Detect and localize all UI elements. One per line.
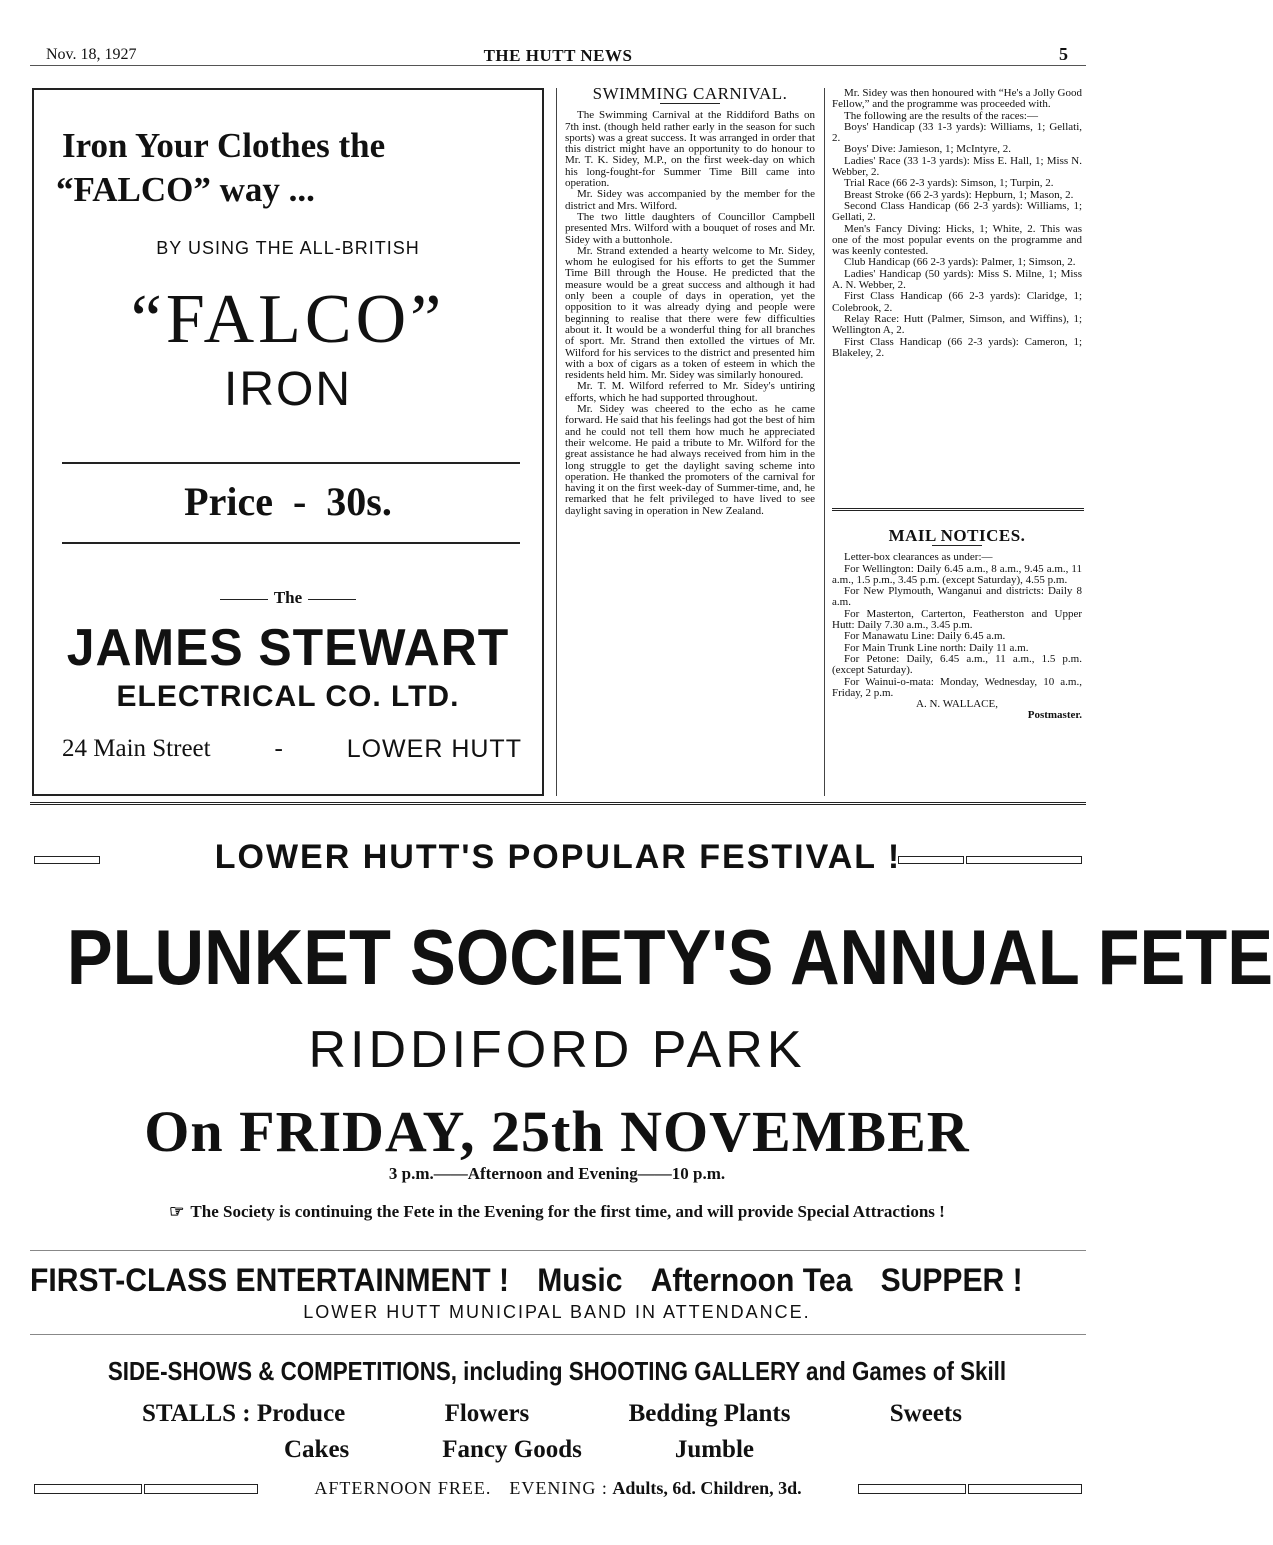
mail-notices bbox=[832, 526, 1082, 722]
stall-item: Jumble bbox=[674, 1436, 754, 1463]
festival-title: LOWER HUTT'S POPULAR FESTIVAL ! bbox=[214, 838, 902, 876]
stalls-row-2 bbox=[284, 1436, 754, 1464]
issue-date: Nov. 18, 1927 bbox=[46, 46, 137, 63]
stall-item: Fancy Goods bbox=[442, 1436, 582, 1463]
mail-paragraph: For Masterton, Carterton, Featherston and Upper Hutt: Daily 7.30 a.m., 3.45 p.m. bbox=[832, 607, 1082, 632]
mail-heading: MAIL NOTICES. bbox=[888, 526, 1026, 545]
stalls-row-1 bbox=[142, 1400, 962, 1428]
results-paragraph: Breast Stroke (66 2-3 yards): Hepburn, 1; Mason, 2. bbox=[844, 188, 1074, 201]
swimming-carnival-article bbox=[565, 84, 815, 517]
sideshows-line: SIDE-SHOWS & COMPETITIONS, including SHOOTING GALLERY and Games of Skill bbox=[107, 1356, 1007, 1386]
column-divider bbox=[556, 88, 557, 796]
band-notice: LOWER HUTT MUNICIPAL BAND IN ATTENDANCE. bbox=[303, 1302, 811, 1322]
admission-evening-prices: Adults, 6d. Children, 3d. bbox=[612, 1478, 802, 1498]
fete-hours: 3 p.m.——Afternoon and Evening——10 p.m. bbox=[388, 1164, 726, 1183]
section-divider bbox=[30, 1250, 1086, 1251]
entertainment-row bbox=[30, 1262, 1023, 1299]
column-divider bbox=[824, 88, 825, 796]
admission-afternoon: AFTERNOON FREE. bbox=[314, 1478, 492, 1498]
falco-street: 24 Main Street bbox=[62, 735, 211, 762]
decorative-bar bbox=[968, 1484, 1082, 1494]
falco-company-name: JAMES STEWART bbox=[66, 619, 510, 677]
falco-address bbox=[62, 735, 522, 764]
mail-signature-title: Postmaster. bbox=[1027, 709, 1082, 722]
mail-paragraph: For Manawatu Line: Daily 6.45 a.m. bbox=[844, 630, 1006, 643]
fete-date: On FRIDAY, 25th NOVEMBER bbox=[144, 1099, 970, 1164]
entertainment-item: SUPPER ! bbox=[880, 1262, 1023, 1298]
entertainment-item: Music bbox=[537, 1262, 623, 1298]
section-divider bbox=[832, 508, 1084, 511]
article-paragraph: Mr. T. M. Wilford referred to Mr. Sidey's untiring efforts, which he had supported throughout. bbox=[565, 380, 815, 404]
article-paragraph: The Swimming Carnival at the Riddiford Baths on 7th inst. (though held rather early in the season for such sports) was a great success. It was arranged in order that this district might have an opportunity to do honour to Mr. T. K. Sidey, M.P., on the first week-day on which his long-fought-for Summer Time Bill came into operation. bbox=[565, 109, 815, 190]
decorative-bar bbox=[144, 1484, 258, 1494]
stall-item: Bedding Plants bbox=[628, 1400, 791, 1427]
stall-item: Sweets bbox=[889, 1400, 962, 1427]
article-paragraph: Mr. Sidey was accompanied by the member for the district and Mrs. Wilford. bbox=[565, 188, 815, 212]
fete-title: PLUNKET SOCIETY'S ANNUAL FETE bbox=[66, 913, 1273, 1001]
decorative-bar bbox=[34, 1484, 142, 1494]
results-paragraph: The following are the results of the races:— bbox=[844, 109, 1038, 122]
results-paragraph: Mr. Sidey was then honoured with “He's a Jolly Good Fellow,” and the programme was proceeded with. bbox=[832, 87, 1082, 111]
falco-town: LOWER HUTT bbox=[346, 735, 522, 763]
falco-divider-1 bbox=[62, 462, 520, 464]
admission-line bbox=[30, 1478, 1086, 1502]
falco-product: IRON bbox=[224, 363, 352, 416]
decorative-bar bbox=[898, 856, 964, 864]
newspaper-title: THE HUTT NEWS bbox=[483, 46, 633, 65]
mail-paragraph: For Wellington: Daily 6.45 a.m., 8 a.m., 9.45 a.m., 11 a.m., 1.5 p.m., 3.45 p.m. (except Saturday), 4.55 p.m. bbox=[832, 562, 1082, 586]
article-heading: SWIMMING CARNIVAL. bbox=[592, 84, 788, 103]
page-number: 5 bbox=[1059, 44, 1068, 64]
falco-headline-2: “FALCO” way ... bbox=[56, 170, 315, 209]
results-paragraph: Boys' Handicap (33 1-3 yards): Williams, 1; Gellati, 2. bbox=[832, 120, 1082, 145]
falco-iron-advertisement bbox=[32, 88, 544, 796]
article-paragraph: Mr. Strand extended a hearty welcome to Mr. Sidey, whom he eulogised for his efforts to get the Summer Time Bill through the House. He predicted that the measure would be a great success and although it had only been a couple of days in operation, yet the opposition to it was already dying and people were beginning to realise that there were few difficulties about it. It would be a wonderful thing for all branches of sport. Mr. Strand then extolled the virtues of Mr. Wilford for his services to the district and presented him with a box of cigars as a token of esteem in which the residents held him. Mr. Sidey was similarly honoured. bbox=[565, 244, 815, 382]
decorative-bar bbox=[34, 856, 100, 864]
falco-company-subtitle: ELECTRICAL CO. LTD. bbox=[116, 680, 460, 713]
results-paragraph: Ladies' Handicap (50 yards): Miss S. Milne, 1; Miss A. N. Webber, 2. bbox=[832, 267, 1082, 292]
admission-evening-label: EVENING : bbox=[509, 1478, 608, 1498]
results-paragraph: Ladies' Race (33 1-3 yards): Miss E. Hall, 1; Miss N. Webber, 2. bbox=[832, 154, 1082, 179]
festival-banner bbox=[30, 838, 1086, 878]
heading-rule bbox=[660, 103, 720, 104]
decorative-bar bbox=[966, 856, 1082, 864]
entertainment-item: Afternoon Tea bbox=[650, 1262, 853, 1298]
stall-item: Cakes bbox=[284, 1436, 350, 1463]
falco-headline-1: Iron Your Clothes the bbox=[62, 126, 386, 165]
heading-rule bbox=[932, 545, 982, 546]
entertainment-item: FIRST-CLASS ENTERTAINMENT ! bbox=[30, 1262, 510, 1298]
section-divider bbox=[30, 1334, 1086, 1335]
falco-address-dash: - bbox=[274, 735, 283, 762]
article-paragraph: Mr. Sidey was cheered to the echo as he came forward. He said that his feelings had got the best of him and he could not tell them how much he appreciated their welcome. He paid a tribute to Mr. Wilford for the great assistance he had always received from him in the long struggle to get the daylight saving scheme into operation. He thanked the promoters of the carnival for having it on the first week-day of Summer-time, and, he remarked that he felt privileged to have lived to see daylight saving in operation in New Zealand. bbox=[565, 403, 815, 517]
masthead bbox=[30, 44, 1086, 66]
mail-paragraph: Letter-box clearances as under:— bbox=[844, 551, 993, 564]
results-paragraph: First Class Handicap (66 2-3 yards): Claridge, 1; Colebrook, 2. bbox=[832, 290, 1082, 314]
fete-notice-text: The Society is continuing the Fete in the Evening for the first time, and will provide Special Attractions ! bbox=[190, 1202, 945, 1221]
results-paragraph: Boys' Dive: Jamieson, 1; McIntyre, 2. bbox=[844, 143, 1011, 156]
results-paragraph: First Class Handicap (66 2-3 yards): Cameron, 1; Blakeley, 2. bbox=[832, 335, 1082, 359]
mail-paragraph: For Main Trunk Line north: Daily 11 a.m. bbox=[844, 641, 1029, 654]
falco-divider-2 bbox=[62, 542, 520, 544]
mail-paragraph: For Petone: Daily, 6.45 a.m., 11 a.m., 1.5 p.m. (except Saturday). bbox=[832, 652, 1082, 677]
falco-the: The bbox=[34, 588, 542, 608]
decorative-bar bbox=[858, 1484, 966, 1494]
results-paragraph: Relay Race: Hutt (Palmer, Simson, and Wiffins), 1; Wellington A, 2. bbox=[832, 312, 1082, 337]
fete-venue: RIDDIFORD PARK bbox=[308, 1021, 806, 1079]
stall-item: STALLS : Produce bbox=[142, 1400, 346, 1427]
results-paragraph: Second Class Handicap (66 2-3 yards): Williams, 1; Gellati, 2. bbox=[832, 199, 1082, 224]
results-paragraph: Men's Fancy Diving: Hicks, 1; White, 2. This was one of the most popular events on the programme and was keenly contested. bbox=[832, 222, 1082, 258]
section-divider bbox=[30, 802, 1086, 805]
fete-notice bbox=[0, 1202, 1114, 1222]
falco-price: Price - 30s. bbox=[184, 479, 392, 524]
stall-item: Flowers bbox=[444, 1400, 530, 1427]
results-paragraph: Trial Race (66 2-3 yards): Simson, 1; Turpin, 2. bbox=[844, 177, 1054, 190]
race-results bbox=[832, 88, 1082, 359]
falco-using-line: BY USING THE ALL-BRITISH bbox=[156, 238, 420, 258]
mail-paragraph: For New Plymouth, Wanganui and districts: Daily 8 a.m. bbox=[832, 585, 1082, 609]
mail-paragraph: For Wainui-o-mata: Monday, Wednesday, 10 a.m., Friday, 2 p.m. bbox=[832, 675, 1082, 699]
mail-signature: A. N. WALLACE, bbox=[916, 698, 998, 711]
results-paragraph: Club Handicap (66 2-3 yards): Palmer, 1; Simson, 2. bbox=[844, 256, 1076, 269]
falco-brand: “FALCO” bbox=[130, 281, 446, 358]
article-paragraph: The two little daughters of Councillor Campbell presented Mrs. Wilford with a bouquet of roses and Mr. Sidey with a buttonhole. bbox=[565, 210, 815, 246]
pointing-hand-icon: ☞ bbox=[169, 1202, 185, 1221]
